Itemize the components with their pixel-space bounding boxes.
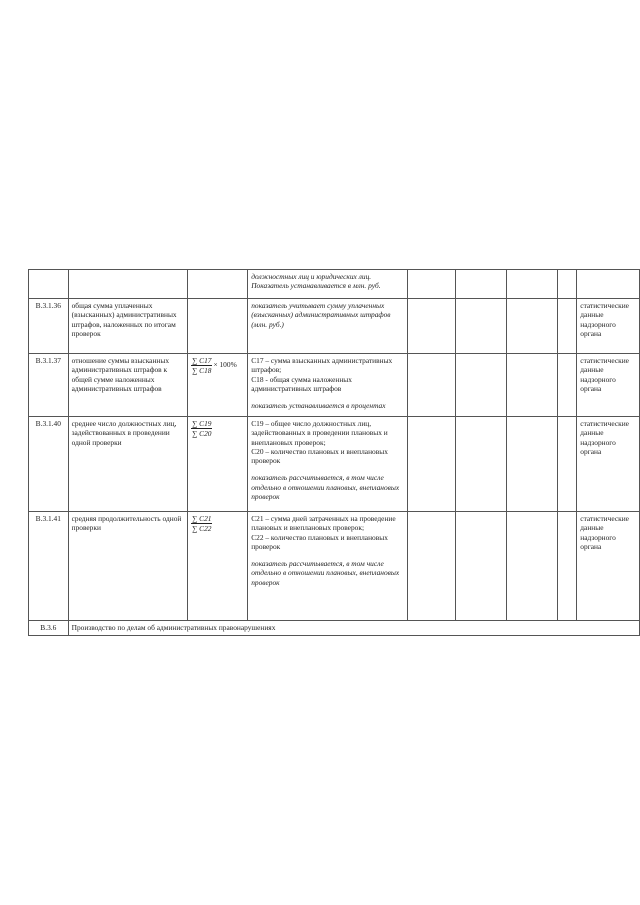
description-spacer bbox=[251, 465, 403, 473]
empty-cell bbox=[456, 417, 507, 512]
formula-cell bbox=[188, 512, 248, 621]
empty-cell bbox=[507, 270, 558, 299]
formula-fraction bbox=[191, 514, 212, 534]
formula-cell bbox=[188, 299, 248, 354]
source-cell bbox=[577, 417, 640, 512]
description-note: Показатель устанавливается в млн. руб. bbox=[251, 281, 381, 291]
description-note: должностных лиц и юридических лиц. bbox=[251, 272, 372, 281]
empty-cell bbox=[407, 417, 456, 512]
formula-multiplier: × 100% bbox=[213, 360, 237, 369]
formula-fraction bbox=[191, 419, 212, 439]
table-row bbox=[29, 417, 640, 512]
empty-cell bbox=[507, 417, 558, 512]
description-cell bbox=[248, 417, 407, 512]
formula-cell bbox=[188, 417, 248, 512]
description-spacer bbox=[251, 551, 403, 559]
section-row bbox=[29, 621, 640, 636]
indicator-code: В.3.1.40 bbox=[35, 419, 61, 428]
indicator-name-cell bbox=[68, 512, 187, 621]
indicator-code-cell bbox=[29, 512, 69, 621]
formula-denominator: ∑ С20 bbox=[192, 429, 212, 439]
empty-cell bbox=[456, 512, 507, 621]
formula-fraction bbox=[191, 356, 212, 376]
empty-cell bbox=[557, 299, 576, 354]
empty-cell bbox=[557, 512, 576, 621]
empty-cell bbox=[456, 270, 507, 299]
empty-cell bbox=[507, 512, 558, 621]
data-source: статистические данные надзорного органа bbox=[580, 356, 629, 393]
empty-cell bbox=[557, 270, 576, 299]
empty-cell bbox=[407, 270, 456, 299]
formula-cell bbox=[188, 270, 248, 299]
section-title-cell bbox=[68, 621, 639, 636]
table-row bbox=[29, 299, 640, 354]
table-row bbox=[29, 512, 640, 621]
description-line: С18 - общая сумма наложенных административных штрафов bbox=[251, 374, 352, 393]
indicator-code-cell bbox=[29, 417, 69, 512]
description-note: показатель рассчитывается, в том числе отдельно в отношении плановых, внеплановых проверок bbox=[251, 559, 400, 587]
formula-cell bbox=[188, 354, 248, 417]
indicator-name-cell bbox=[68, 299, 187, 354]
description-line: С21 – сумма дней затраченных на проведение плановых и внеплановых проверок; bbox=[251, 514, 396, 533]
data-source: статистические данные надзорного органа bbox=[580, 419, 629, 456]
source-cell bbox=[577, 270, 640, 299]
empty-cell bbox=[557, 417, 576, 512]
section-title: Производство по делам об административных правонарушениях bbox=[71, 623, 276, 632]
empty-cell bbox=[456, 299, 507, 354]
indicator-code: В.3.1.36 bbox=[35, 301, 61, 310]
description-spacer bbox=[251, 393, 403, 401]
indicator-name: средняя продолжительность одной проверки bbox=[71, 514, 182, 533]
section-code-cell bbox=[29, 621, 69, 636]
description-cell bbox=[248, 299, 407, 354]
table-row bbox=[29, 354, 640, 417]
description-line: С19 – общее число должностных лиц, задействованных в проведении плановых и внеплановых проверок; bbox=[251, 419, 388, 447]
section-code: В.3.6 bbox=[40, 623, 57, 632]
description-cell bbox=[248, 512, 407, 621]
indicators-table bbox=[28, 269, 640, 636]
indicator-code-cell bbox=[29, 354, 69, 417]
indicator-name: среднее число должностных лиц, задействованных в проведении одной проверки bbox=[71, 419, 177, 447]
description-line: С17 – сумма взысканных административных штрафов; bbox=[251, 356, 393, 375]
indicator-name: общая сумма уплаченных (взысканных) административных штрафов, наложенных по итогам проверок bbox=[71, 301, 177, 338]
indicator-name-cell bbox=[68, 270, 187, 299]
formula-numerator: ∑ С17 bbox=[192, 356, 212, 365]
empty-cell bbox=[507, 299, 558, 354]
formula-numerator: ∑ С21 bbox=[192, 514, 212, 523]
description-cell bbox=[248, 354, 407, 417]
source-cell bbox=[577, 354, 640, 417]
indicator-name-cell bbox=[68, 354, 187, 417]
indicator-code: В.3.1.41 bbox=[35, 514, 61, 523]
empty-cell bbox=[407, 299, 456, 354]
description-line: С20 – количество плановых и внеплановых проверок bbox=[251, 446, 388, 465]
formula-numerator: ∑ С19 bbox=[192, 419, 212, 428]
formula-denominator: ∑ С18 bbox=[192, 366, 212, 376]
source-cell bbox=[577, 299, 640, 354]
indicator-code-cell bbox=[29, 299, 69, 354]
table-row bbox=[29, 270, 640, 299]
empty-cell bbox=[407, 354, 456, 417]
description-note: показатель учитывает сумму уплаченных (взысканных) административных штрафов (млн. руб.) bbox=[251, 301, 391, 329]
data-source: статистические данные надзорного органа bbox=[580, 301, 629, 338]
description-note: показатель устанавливается в процентах bbox=[251, 401, 386, 410]
description-line: С22 – количество плановых и внеплановых проверок bbox=[251, 532, 388, 551]
formula-denominator: ∑ С22 bbox=[192, 524, 212, 534]
empty-cell bbox=[557, 354, 576, 417]
indicator-name-cell bbox=[68, 417, 187, 512]
indicator-code: В.3.1.37 bbox=[35, 356, 61, 365]
empty-cell bbox=[456, 354, 507, 417]
data-source: статистические данные надзорного органа bbox=[580, 514, 629, 551]
description-note: показатель рассчитывается, в том числе отдельно в отношении плановых, внеплановых проверок bbox=[251, 473, 400, 501]
description-cell bbox=[248, 270, 407, 299]
empty-cell bbox=[507, 354, 558, 417]
table-body bbox=[29, 270, 640, 636]
indicator-code-cell bbox=[29, 270, 69, 299]
empty-cell bbox=[407, 512, 456, 621]
source-cell bbox=[577, 512, 640, 621]
indicator-name: отношение суммы взысканных административных штрафов к общей сумме наложенных административных штрафов bbox=[71, 356, 170, 393]
